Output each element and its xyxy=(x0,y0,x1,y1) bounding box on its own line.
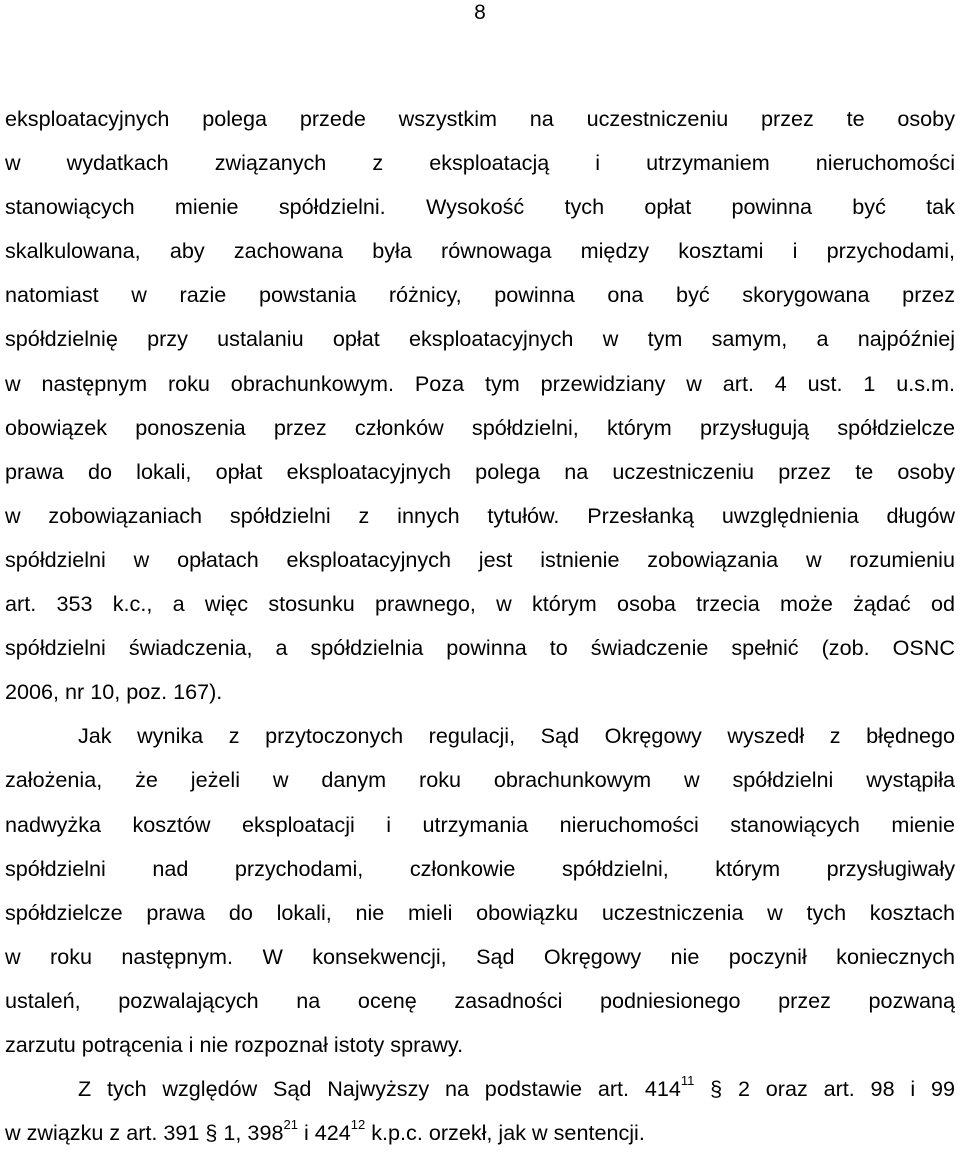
superscript: 11 xyxy=(680,1072,695,1088)
text-line: stanowiących mienie spółdzielni. Wysokość tych opłat powinna być tak xyxy=(5,194,955,220)
text-line-with-superscript xyxy=(5,1067,955,1111)
text-fragment: w związku z art. 391 § 1, 398 xyxy=(5,1120,284,1146)
text-line: ustaleń, pozwalających na ocenę zasadności podniesionego przez pozwaną xyxy=(5,987,955,1013)
text-line: prawa do lokali, opłat eksploatacyjnych polega na uczestniczeniu przez te osoby xyxy=(5,458,955,484)
superscript: 12 xyxy=(350,1116,366,1132)
text-line: spółdzielni nad przychodami, członkowie spółdzielni, którym przysługiwały xyxy=(5,855,955,881)
text-line-with-superscript xyxy=(5,1111,955,1155)
document-body xyxy=(5,97,955,1155)
text-fragment: Z tych względów Sąd Najwyższy na podstawie art. 414 xyxy=(78,1076,681,1102)
text-line: obowiązek ponoszenia przez członków spółdzielni, którym przysługują spółdzielcze xyxy=(5,414,955,440)
text-line: art. 353 k.c., a więc stosunku prawnego, w którym osoba trzecia może żądać od xyxy=(5,591,955,617)
text-line: w następnym roku obrachunkowym. Poza tym przewidziany w art. 4 ust. 1 u.s.m. xyxy=(5,370,955,396)
text-line: założenia, że jeżeli w danym roku obrachunkowym w spółdzielni wystąpiła xyxy=(5,767,955,793)
text-line: w zobowiązaniach spółdzielni z innych tytułów. Przesłanką uwzględnienia długów xyxy=(5,502,955,528)
text-line: zarzutu potrącenia i nie rozpoznał istoty sprawy. xyxy=(5,1031,464,1057)
text-line: Jak wynika z przytoczonych regulacji, Sąd Okręgowy wyszedł z błędnego xyxy=(78,723,955,749)
text-line: nadwyżka kosztów eksploatacji i utrzymania nieruchomości stanowiących mienie xyxy=(5,811,955,837)
text-line: spółdzielni świadczenia, a spółdzielnia powinna to świadczenie spełnić (zob. OSNC xyxy=(5,635,955,661)
text-line: spółdzielni w opłatach eksploatacyjnych jest istnienie zobowiązania w rozumieniu xyxy=(5,546,955,572)
text-fragment: i 424 xyxy=(303,1120,351,1146)
text-line: w wydatkach związanych z eksploatacją i utrzymaniem nieruchomości xyxy=(5,150,955,176)
page-number: 8 xyxy=(474,1,486,24)
text-line: w roku następnym. W konsekwencji, Sąd Okręgowy nie poczynił koniecznych xyxy=(5,943,955,969)
text-line: spółdzielnię przy ustalaniu opłat eksploatacyjnych w tym samym, a najpóźniej xyxy=(5,326,955,352)
text-line: spółdzielcze prawa do lokali, nie mieli obowiązku uczestniczenia w tych kosztach xyxy=(5,899,955,925)
superscript: 21 xyxy=(283,1116,298,1132)
text-line: skalkulowana, aby zachowana była równowaga między kosztami i przychodami, xyxy=(5,238,955,264)
text-line: eksploatacyjnych polega przede wszystkim na uczestniczeniu przez te osoby xyxy=(5,106,955,131)
text-fragment: k.p.c. orzekł, jak w sentencji. xyxy=(371,1120,645,1146)
text-line: natomiast w razie powstania różnicy, powinna ona być skorygowana przez xyxy=(5,282,955,308)
text-line: 2006, nr 10, poz. 167). xyxy=(5,679,223,705)
text-fragment: § 2 oraz art. 98 i 99 xyxy=(710,1076,955,1102)
